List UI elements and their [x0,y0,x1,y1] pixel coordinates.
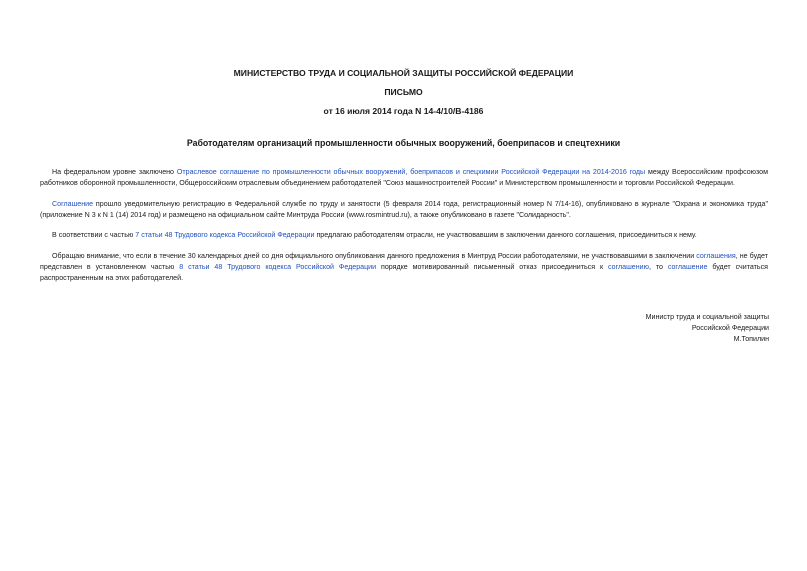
paragraph-text: прошло уведомительную регистрацию в Федеральной службе по труду и занятости (5 февраля 2014 года, регистрационный номер N 7/14-16), опубликовано в журнале "Охрана и экономика труда" (приложение N 3 к N 1 (14) 2014 год) и размещено на официальном сайте Минтруда России (www.rosmintrud.ru), а также опубликовано в газете "Солидарность". [40,200,768,220]
agreement-link[interactable]: Соглашение [52,200,94,208]
document-date-number: от 16 июля 2014 года N 14-4/10/В-4186 [323,106,484,116]
paragraph-text: , не будет представлен в установленном частью [40,252,768,272]
paragraph-attention-notice [40,251,768,285]
paragraph-text: между Всероссийским профсоюзом работников оборонной промышленности, Общероссийским отраслевым объединением работодателей "Союз машиностроителей России" и Министерством промышленности и торговли Российской Федерации. [40,168,768,188]
paragraph-proposal [40,230,768,241]
agreement-link[interactable]: соглашения [696,252,736,260]
signatory-name: М.Топилин [733,335,769,344]
paragraph-text: , то [648,263,668,272]
paragraph-text: предлагаю работодателям отрасли, не участвовавшим в заключении данного соглашения, присоединиться к нему. [314,231,697,239]
document-type: ПИСЬМО [384,87,423,97]
labor-code-article-48-part-7-link[interactable]: 7 статьи 48 Трудового кодекса Российской Федерации [135,231,315,239]
signatory-country: Российской Федерации [691,324,769,333]
ministry-title: МИНИСТЕРСТВО ТРУДА И СОЦИАЛЬНОЙ ЗАЩИТЫ РОССИЙСКОЙ ФЕДЕРАЦИИ [233,68,574,78]
agreement-link[interactable]: соглашению [608,263,649,272]
paragraph-text: порядке мотивированный письменный отказ присоединиться к [376,263,608,272]
industry-agreement-link[interactable]: Отраслевое соглашение по промышленности обычных вооружений, боеприпасов и спецхимии Российской Федерации на 2014-2016 годы [176,168,646,176]
paragraph-text: В соответствии с частью [52,231,136,239]
paragraph-registration [40,199,768,221]
paragraph-text: будет считаться распространенным на этих работодателей. [40,263,768,283]
signatory-position: Министр труда и социальной защиты [645,313,769,321]
labor-code-article-48-part-8-link[interactable]: 8 статьи 48 Трудового кодекса Российской Федерации [179,263,377,272]
paragraph-text: На федеральном уровне заключено [52,168,177,176]
paragraph-agreement-concluded [40,167,768,189]
paragraph-text: Обращаю внимание, что если в течение 30 календарных дней со дня официального опубликования данного предложения в Минтруд России работодателями, не участвовавшими в заключении [52,252,697,260]
signature-block [646,312,769,346]
agreement-link[interactable]: соглашение [667,263,708,272]
addressee-heading: Работодателям организаций промышленности обычных вооружений, боеприпасов и спецтехники [186,138,621,148]
